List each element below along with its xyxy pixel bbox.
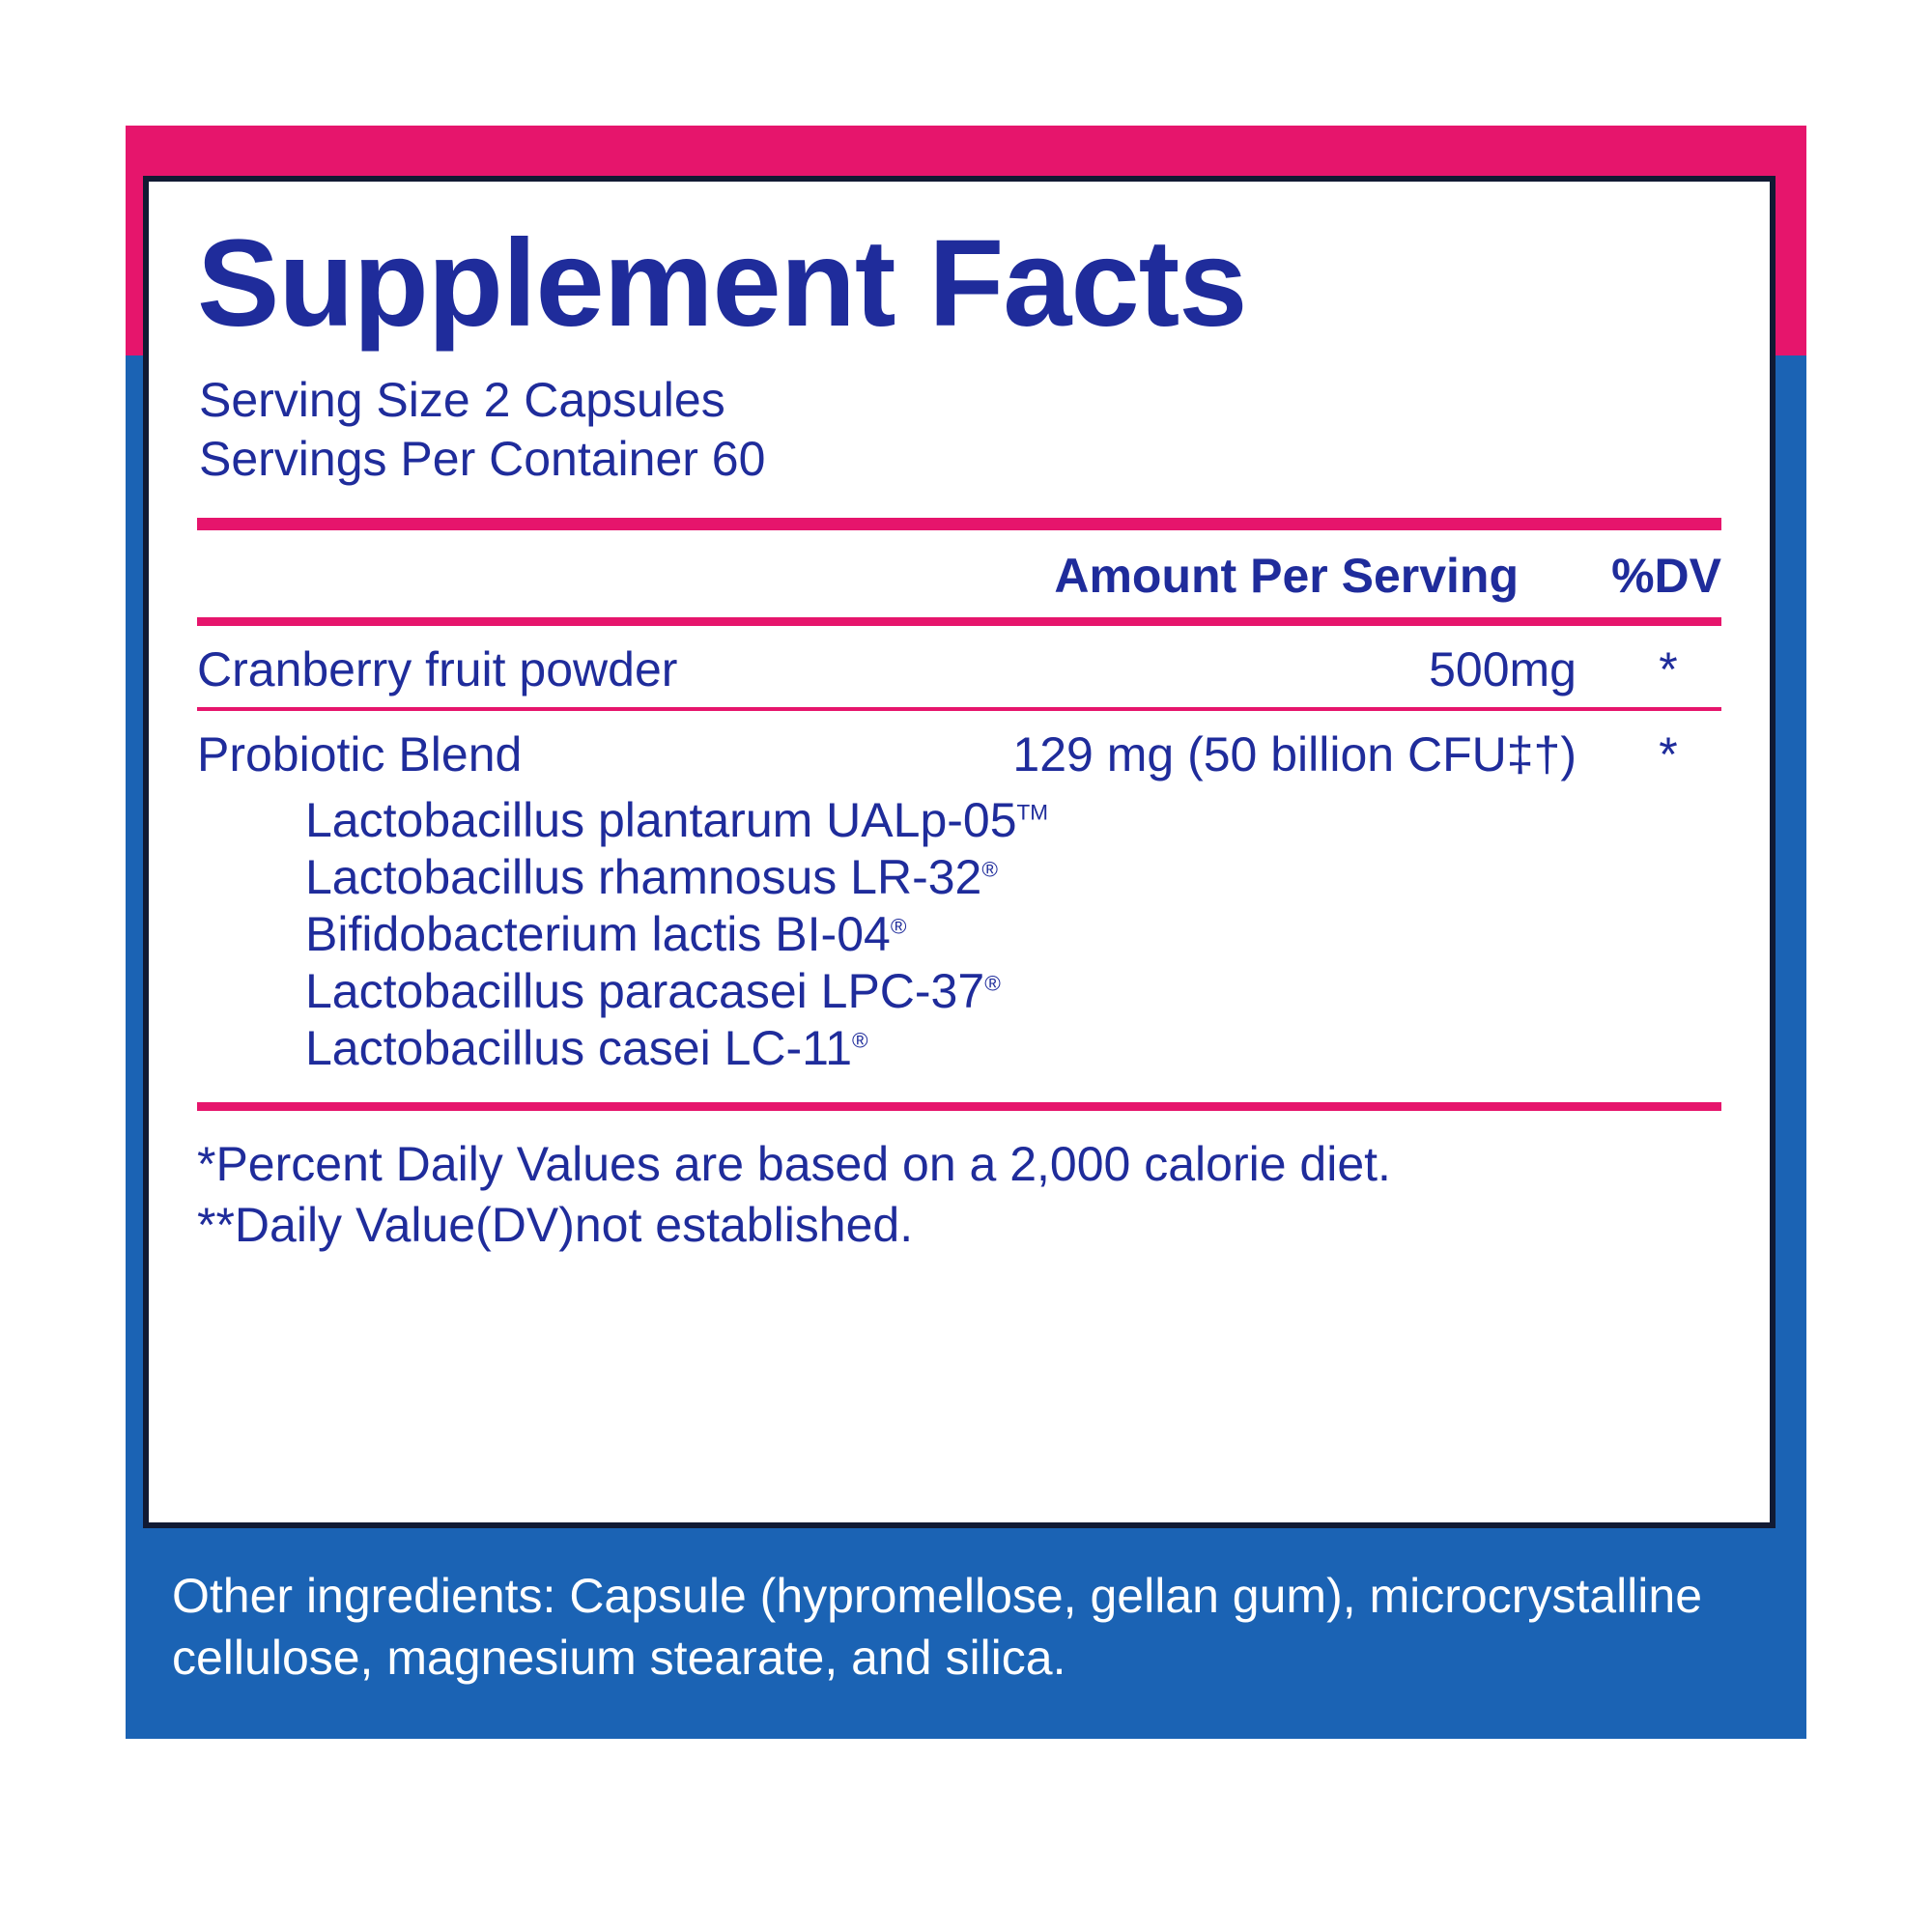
nutrient-dv: * — [1659, 726, 1678, 781]
trademark-mark: TM — [1016, 800, 1049, 825]
strain-name: Bifidobacterium lactis BI-04 — [305, 906, 891, 961]
page-title: Supplement Facts — [197, 214, 1247, 353]
header-amount-per-serving: Amount Per Serving — [1054, 548, 1519, 603]
serving-info — [187, 371, 1731, 489]
trademark-mark: ® — [984, 971, 1001, 996]
other-ingredients: Other ingredients: Capsule (hypromellose, gellan gum), microcrystalline cellulose, magnesium stearate, and silica. — [172, 1569, 1703, 1685]
probiotic-strain-list — [197, 792, 1721, 1077]
list-item — [305, 906, 1721, 963]
header-percent-dv: %DV — [1611, 548, 1721, 603]
divider-thick-top — [197, 518, 1721, 530]
serving-size: Serving Size 2 Capsules — [199, 372, 725, 427]
trademark-mark: ® — [852, 1028, 868, 1053]
nutrient-amount: 500mg — [1429, 641, 1577, 696]
list-item — [305, 849, 1721, 906]
strain-name: Lactobacillus paracasei LPC-37 — [305, 963, 985, 1018]
servings-per-container: Servings Per Container 60 — [199, 431, 766, 486]
strain-name: Lactobacillus casei LC-11 — [305, 1020, 853, 1075]
footnote-dv-not-established: **Daily Value(DV)not established. — [197, 1197, 914, 1252]
list-item — [305, 1020, 1721, 1077]
nutrient-dv: * — [1659, 641, 1678, 696]
list-item — [305, 963, 1721, 1020]
footnote-daily-value: *Percent Daily Values are based on a 2,000 calorie diet. — [197, 1136, 1391, 1191]
strain-name: Lactobacillus rhamnosus LR-32 — [305, 849, 982, 904]
list-item — [305, 792, 1721, 849]
footnotes — [197, 1134, 1721, 1256]
supplement-facts-panel — [143, 176, 1776, 1528]
table-row — [197, 726, 1721, 782]
nutrient-name: Probiotic Blend — [197, 726, 523, 781]
divider-bottom — [197, 1102, 1721, 1111]
trademark-mark: ® — [890, 914, 907, 939]
strain-name: Lactobacillus plantarum UALp-05 — [305, 792, 1017, 847]
nutrient-name: Cranberry fruit powder — [197, 641, 678, 696]
table-header — [197, 548, 1721, 604]
trademark-mark: ® — [981, 857, 998, 882]
nutrient-amount: 129 mg (50 billion CFU‡†) — [1012, 726, 1577, 781]
divider-row-1 — [197, 707, 1721, 711]
divider-under-header — [197, 617, 1721, 626]
table-row — [197, 641, 1721, 697]
